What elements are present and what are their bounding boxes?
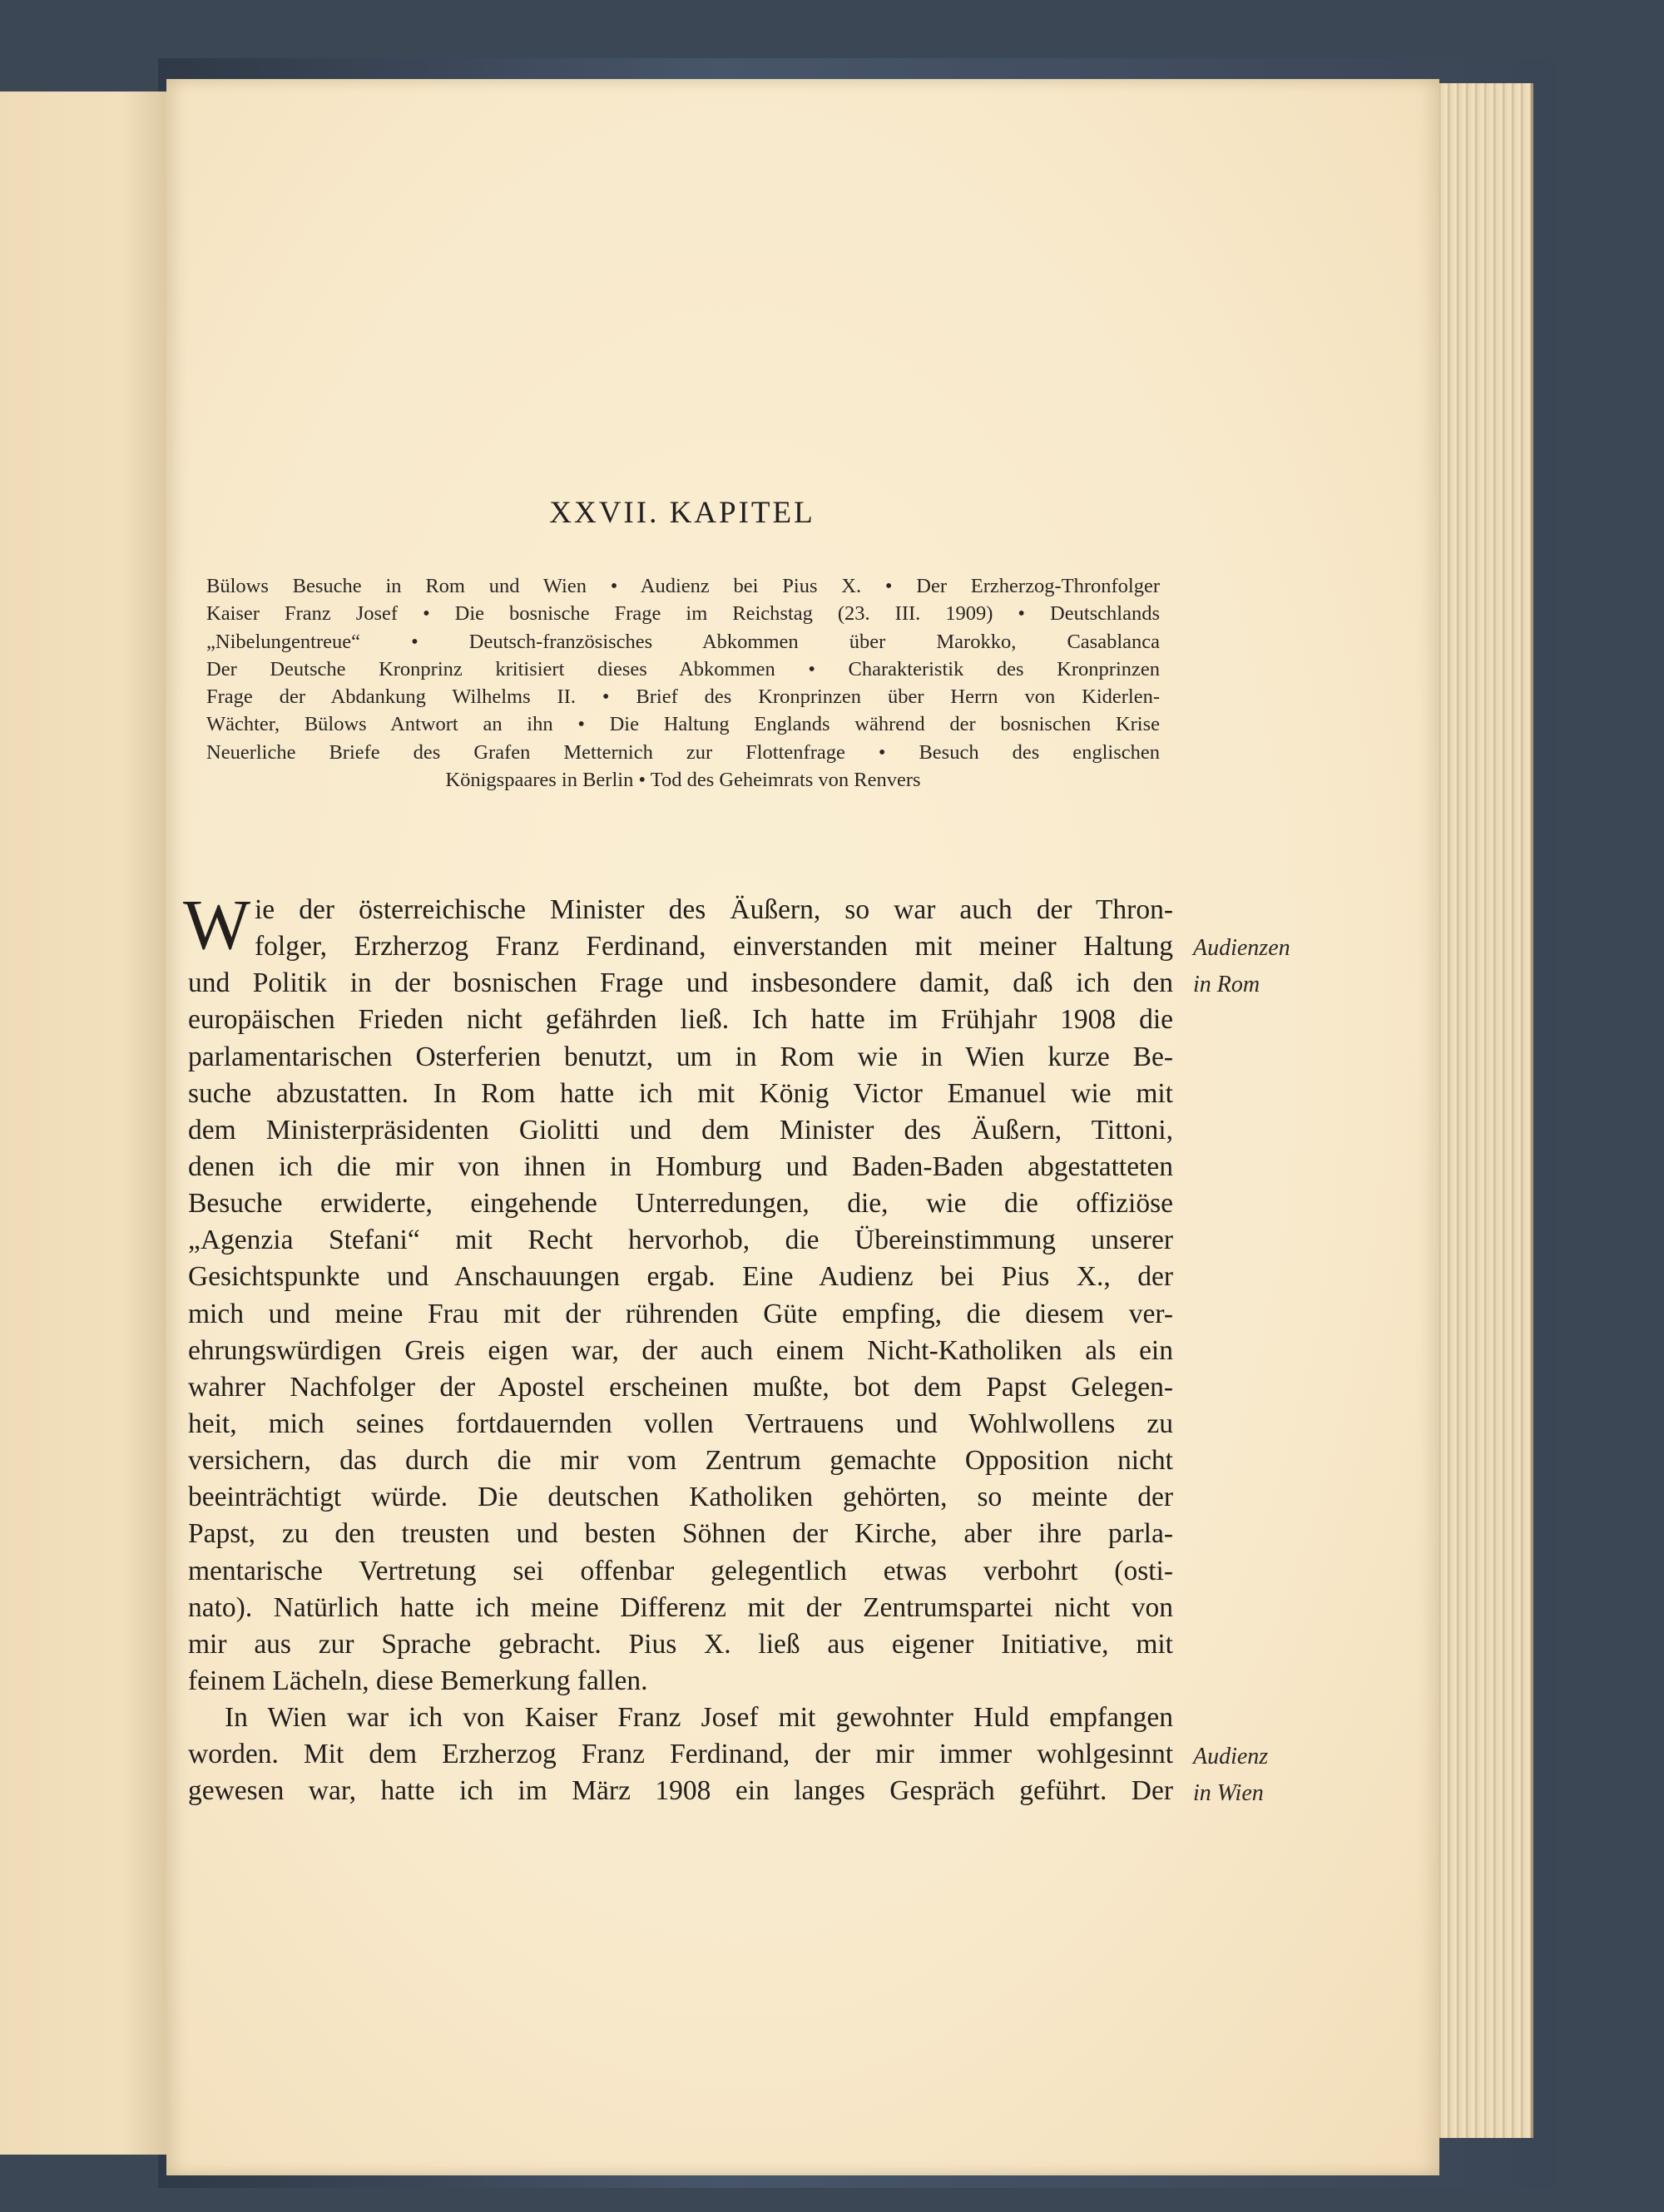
text-line: mir aus zur Sprache gebracht. Pius X. ließ aus eigener Initiative, mit xyxy=(188,1628,1173,1660)
summary-line: „Nibelungentreue“ • Deutsch-französisches Abkommen über Marokko, Casablanca xyxy=(206,630,1160,653)
text-line: und Politik in der bosnischen Frage und insbesondere damit, daß ich den xyxy=(188,967,1173,999)
summary-line: Der Deutsche Kronprinz kritisiert dieses Abkommen • Charakteristik des Kronprinzen xyxy=(206,657,1160,680)
margin-note-wien xyxy=(1193,1739,1268,1812)
left-page-edge xyxy=(0,92,175,2155)
chapter-heading: XXVII. KAPITEL xyxy=(549,496,815,530)
text-line: denen ich die mir von ihnen in Homburg und Baden-Baden abgestatteten xyxy=(188,1151,1173,1182)
summary-line: Wächter, Bülows Antwort an ihn • Die Haltung Englands während der bosnischen Krise xyxy=(206,713,1160,736)
summary-line: Bülows Besuche in Rom und Wien • Audienz bei Pius X. • Der Erzherzog-Thronfolger xyxy=(206,575,1160,597)
text-line: nato). Natürlich hatte ich meine Differenz mit der Zentrumspartei nicht von xyxy=(188,1591,1173,1623)
text-line: wahrer Nachfolger der Apostel erscheinen mußte, bot dem Papst Gelegen- xyxy=(188,1371,1173,1403)
text-line: Papst, zu den treusten und besten Söhnen der Kirche, aber ihre parla- xyxy=(188,1518,1173,1550)
body-text xyxy=(188,892,1173,1810)
text-line: folger, Erzherzog Franz Ferdinand, einverstanden mit meiner Haltung xyxy=(255,931,1173,962)
text-line: gewesen war, hatte ich im März 1908 ein langes Gespräch geführt. Der xyxy=(188,1775,1173,1807)
text-line: ie der österreichische Minister des Äußern, so war auch der Thron- xyxy=(255,894,1173,925)
text-line: mich und meine Frau mit der rührenden Güte empfing, die diesem ver- xyxy=(188,1298,1173,1329)
margin-note-line: in Wien xyxy=(1193,1780,1264,1806)
text-line: dem Ministerpräsidenten Giolitti und dem Minister des Äußern, Tittoni, xyxy=(188,1114,1173,1146)
text-line: beeinträchtigt würde. Die deutschen Katholiken gehörten, so meinte der xyxy=(188,1482,1173,1513)
text-line: Gesichtspunkte und Anschauungen ergab. Eine Audienz bei Pius X., der xyxy=(188,1261,1173,1293)
summary-line: Kaiser Franz Josef • Die bosnische Frage im Reichstag (23. III. 1909) • Deutschlands xyxy=(206,602,1160,626)
text-line: In Wien war ich von Kaiser Franz Josef mit gewohnter Huld empfangen xyxy=(225,1702,1173,1734)
chapter-summary xyxy=(206,572,1160,794)
text-line: mentarische Vertretung sei offenbar gelegentlich etwas verbohrt (osti- xyxy=(188,1555,1173,1586)
text-line: europäischen Frieden nicht gefährden ließ. Ich hatte im Frühjahr 1908 die xyxy=(188,1004,1173,1036)
text-line: ehrungswürdigen Greis eigen war, der auch einem Nicht-Katholiken als ein xyxy=(188,1334,1173,1366)
margin-note-rom xyxy=(1193,930,1290,1003)
text-line: heit, mich seines fortdauernden vollen Vertrauens und Wohlwollens zu xyxy=(188,1408,1173,1439)
text-line: parlamentarischen Osterferien benutzt, um in Rom wie in Wien kurze Be- xyxy=(188,1041,1173,1072)
text-line: suche abzustatten. In Rom hatte ich mit König Victor Emanuel wie mit xyxy=(188,1077,1173,1109)
summary-line: Königspaares in Berlin • Tod des Geheimrats von Renvers xyxy=(445,769,921,792)
text-line: „Agenzia Stefani“ mit Recht hervorhob, die Übereinstimmung unserer xyxy=(188,1225,1173,1256)
text-line: Besuche erwiderte, eingehende Unterredungen, die, wie die offiziöse xyxy=(188,1188,1173,1220)
text-line: feinem Lächeln, diese Bemerkung fallen. xyxy=(188,1665,648,1696)
summary-line: Neuerliche Briefe des Grafen Metternich zur Flottenfrage • Besuch des englischen xyxy=(206,740,1160,764)
margin-note-line: Audienzen xyxy=(1193,935,1290,961)
summary-line: Frage der Abdankung Wilhelms II. • Brief des Kronprinzen über Herrn von Kiderlen- xyxy=(206,685,1160,709)
drop-cap: W xyxy=(183,884,251,964)
margin-note-line: Audienz xyxy=(1193,1744,1269,1769)
margin-note-line: in Rom xyxy=(1193,972,1260,997)
text-line: versichern, das durch die mir vom Zentrum gemachte Opposition nicht xyxy=(188,1445,1173,1477)
text-line: worden. Mit dem Erzherzog Franz Ferdinand, der mir immer wohlgesinnt xyxy=(188,1739,1173,1770)
